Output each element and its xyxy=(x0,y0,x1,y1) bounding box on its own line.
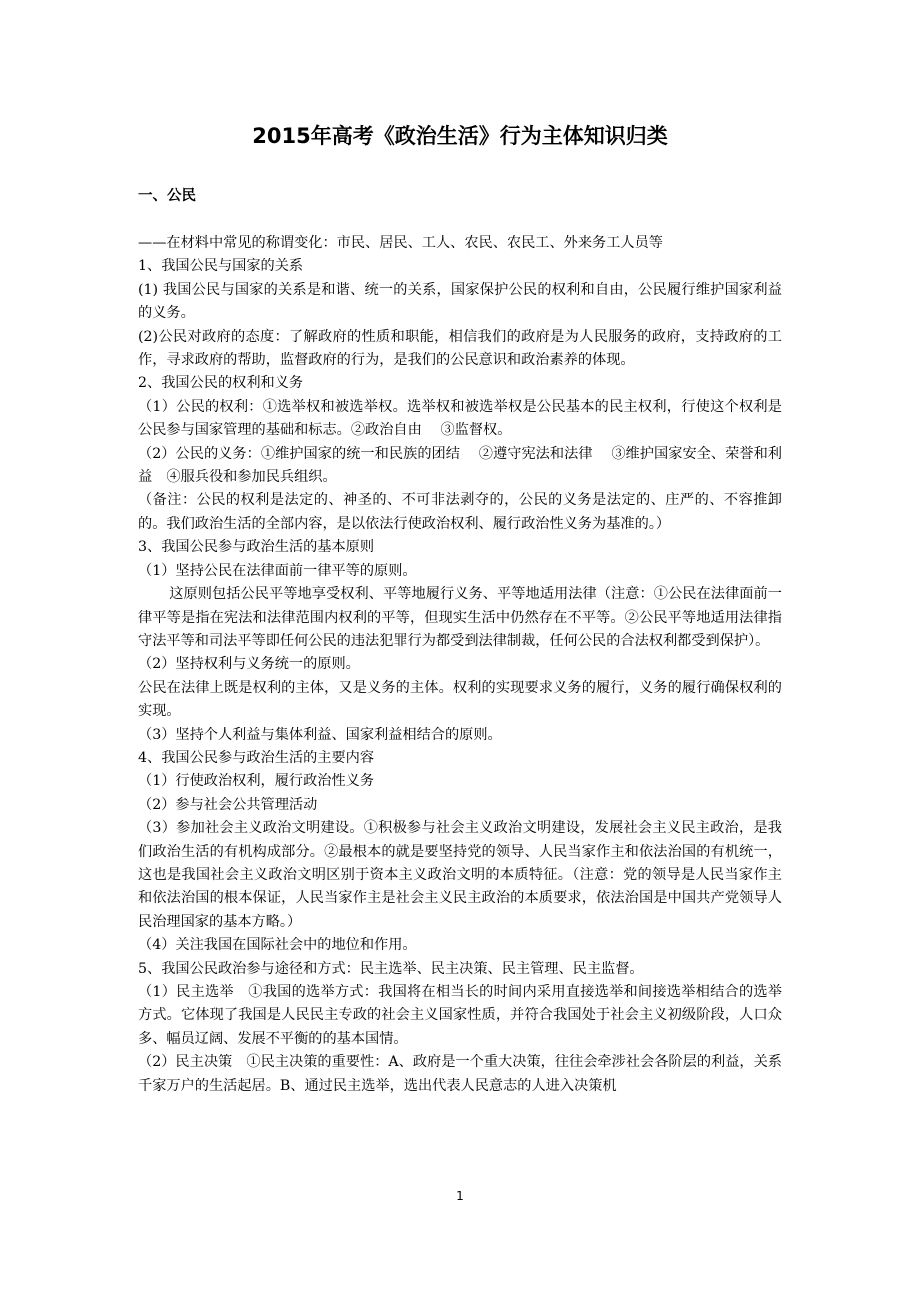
paragraph-heading-1: 1、我国公民与国家的关系 xyxy=(138,258,304,275)
paragraph-heading-4: 4、我国公民参与政治生活的主要内容 xyxy=(138,749,375,766)
paragraph: （2）公民的义务：①维护国家的统一和民族的团结 ②遵守宪法和法律 ③维护国家安全、荣誉和利益 ④服兵役和参加民兵组织。 xyxy=(138,445,782,486)
paragraph: （4）关注我国在国际社会中的地位和作用。 xyxy=(138,937,417,954)
paragraph: （1）公民的权利：①选举权和被选举权。选举权和被选举权是公民基本的民主权利，行使这个权利是公民参与国家管理的基础和标志。②政治自由 ③监督权。 xyxy=(138,398,782,439)
paragraph: (1) 我国公民与国家的关系是和谐、统一的关系，国家保护公民的权利和自由，公民履行维护国家利益的义务。 xyxy=(138,281,782,322)
page-title: 2015年高考《政治生活》行为主体知识归类 xyxy=(252,124,668,148)
paragraph-heading-5: 5、我国公民政治参与途径和方式：民主选举、民主决策、民主管理、民主监督。 xyxy=(138,960,644,977)
paragraph-heading-2: 2、我国公民的权利和义务 xyxy=(138,375,304,392)
paragraph: （2）参与社会公共管理活动 xyxy=(138,796,318,813)
paragraph-heading-3: 3、我国公民参与政治生活的基本原则 xyxy=(138,539,375,556)
paragraph: (2)公民对政府的态度：了解政府的性质和职能，相信我们的政府是为人民服务的政府，支持政府的工作，寻求政府的帮助，监督政府的行为，是我们的公民意识和政治素养的体现。 xyxy=(138,328,782,369)
page-number: 1 xyxy=(456,1189,464,1203)
document-body xyxy=(138,232,782,1098)
paragraph: （1）民主选举 ①我国的选举方式：我国将在相当长的时间内采用直接选举和间接选举相结合的选举方式。它体现了我国是人民民主专政的社会主义国家性质，并符合我国处于社会主义初级阶段，人口众多、幅员辽阔、发展不平衡的的基本国情。 xyxy=(138,984,782,1047)
paragraph: 这原则包括公民平等地享受权利、平等地履行义务、平等地适用法律（注意：①公民在法律面前一律平等是指在宪法和法律范围内权利的平等，但现实生活中仍然存在不平等。②公民平等地适用法律指守法平等和司法平等即任何公民的违法犯罪行为都受到法律制裁，任何公民的合法权利都受到保护）。 xyxy=(138,586,782,649)
paragraph: （3）坚持个人利益与集体利益、国家利益相结合的原则。 xyxy=(138,726,502,743)
paragraph: （1）行使政治权利，履行政治性义务 xyxy=(138,773,375,790)
paragraph-intro: ——在材料中常见的称谓变化：市民、居民、工人、农民、农民工、外来务工人员等 xyxy=(138,235,663,251)
paragraph: （2）坚持权利与义务统一的原则。 xyxy=(138,656,360,673)
paragraph: （1）坚持公民在法律面前一律平等的原则。 xyxy=(138,562,417,579)
section-heading: 一、公民 xyxy=(138,188,196,204)
paragraph: 公民在法律上既是权利的主体，又是义务的主体。权利的实现要求义务的履行，义务的履行确保权利的实现。 xyxy=(138,679,782,720)
paragraph: （2）民主决策 ①民主决策的重要性：A、政府是一个重大决策，往往会牵涉社会各阶层的利益，关系千家万户的生活起居。B、通过民主选举，选出代表人民意志的人进入决策机 xyxy=(138,1054,782,1094)
paragraph-note: （备注：公民的权利是法定的、神圣的、不可非法剥夺的，公民的义务是法定的、庄严的、不容推卸的。我们政治生活的全部内容，是以依法行使政治权利、履行政治性义务为基准的。） xyxy=(138,492,782,532)
paragraph: （3）参加社会主义政治文明建设。①积极参与社会主义政治文明建设，发展社会主义民主政治，是我们政治生活的有机构成部分。②最根本的就是要坚持党的领导、人民当家作主和依法治国的有机统一，这也是我国社会主义政治文明区别于资本主义政治文明的本质特征。（注意：党的领导是人民当家作主和依法治国的根本保证，人民当家作主是社会主义民主政治的本质要求，依法治国是中国共产党领导人民治理国家的基本方略。） xyxy=(138,820,782,930)
